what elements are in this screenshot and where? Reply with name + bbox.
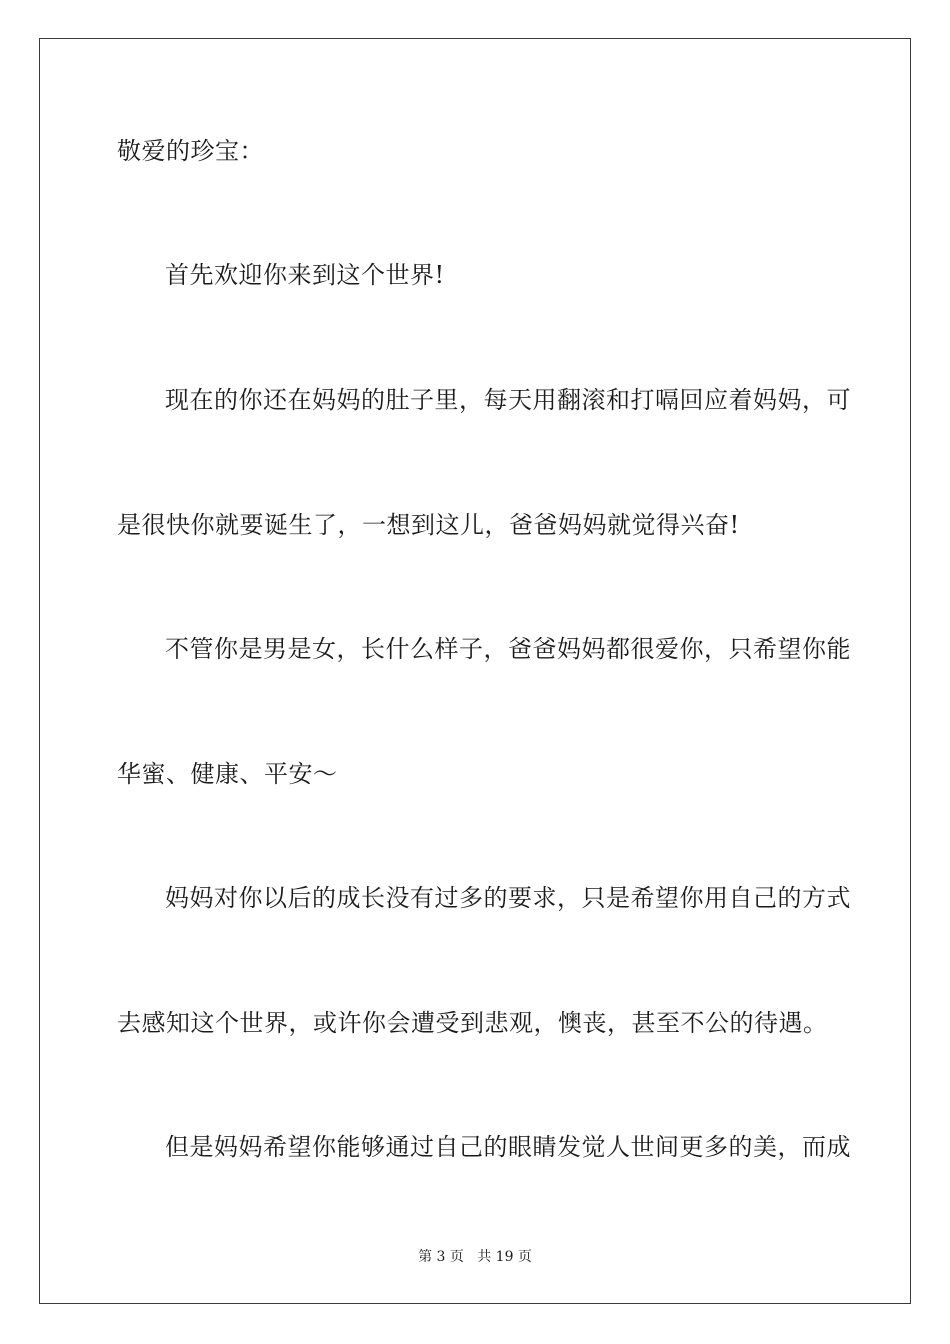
paragraph-line-5: 华蜜、健康、平安～ — [117, 760, 338, 788]
paragraph-line-7: 去感知这个世界，或许你会遭受到悲观，懊丧，甚至不公的待遇。 — [117, 1009, 828, 1037]
paragraph-line-3: 是很快你就要诞生了，一想到这儿，爸爸妈妈就觉得兴奋! — [117, 511, 740, 539]
paragraph-line-8: 但是妈妈希望你能够通过自己的眼睛发觉人世间更多的美，而成 — [165, 1133, 851, 1161]
paragraph-line-2: 现在的你还在妈妈的肚子里，每天用翻滚和打嗝回应着妈妈，可 — [165, 386, 851, 414]
paragraph-line-4: 不管你是男是女，长什么样子，爸爸妈妈都很爱你，只希望你能 — [165, 635, 851, 663]
page-number-footer: 第 3 页 共 19 页 — [418, 1249, 532, 1265]
paragraph-line-6: 妈妈对你以后的成长没有过多的要求，只是希望你用自己的方式 — [165, 884, 851, 912]
paragraph-line-1: 首先欢迎你来到这个世界! — [165, 261, 445, 289]
salutation-line: 敬爱的珍宝： — [117, 137, 264, 165]
page-border — [39, 38, 911, 1304]
